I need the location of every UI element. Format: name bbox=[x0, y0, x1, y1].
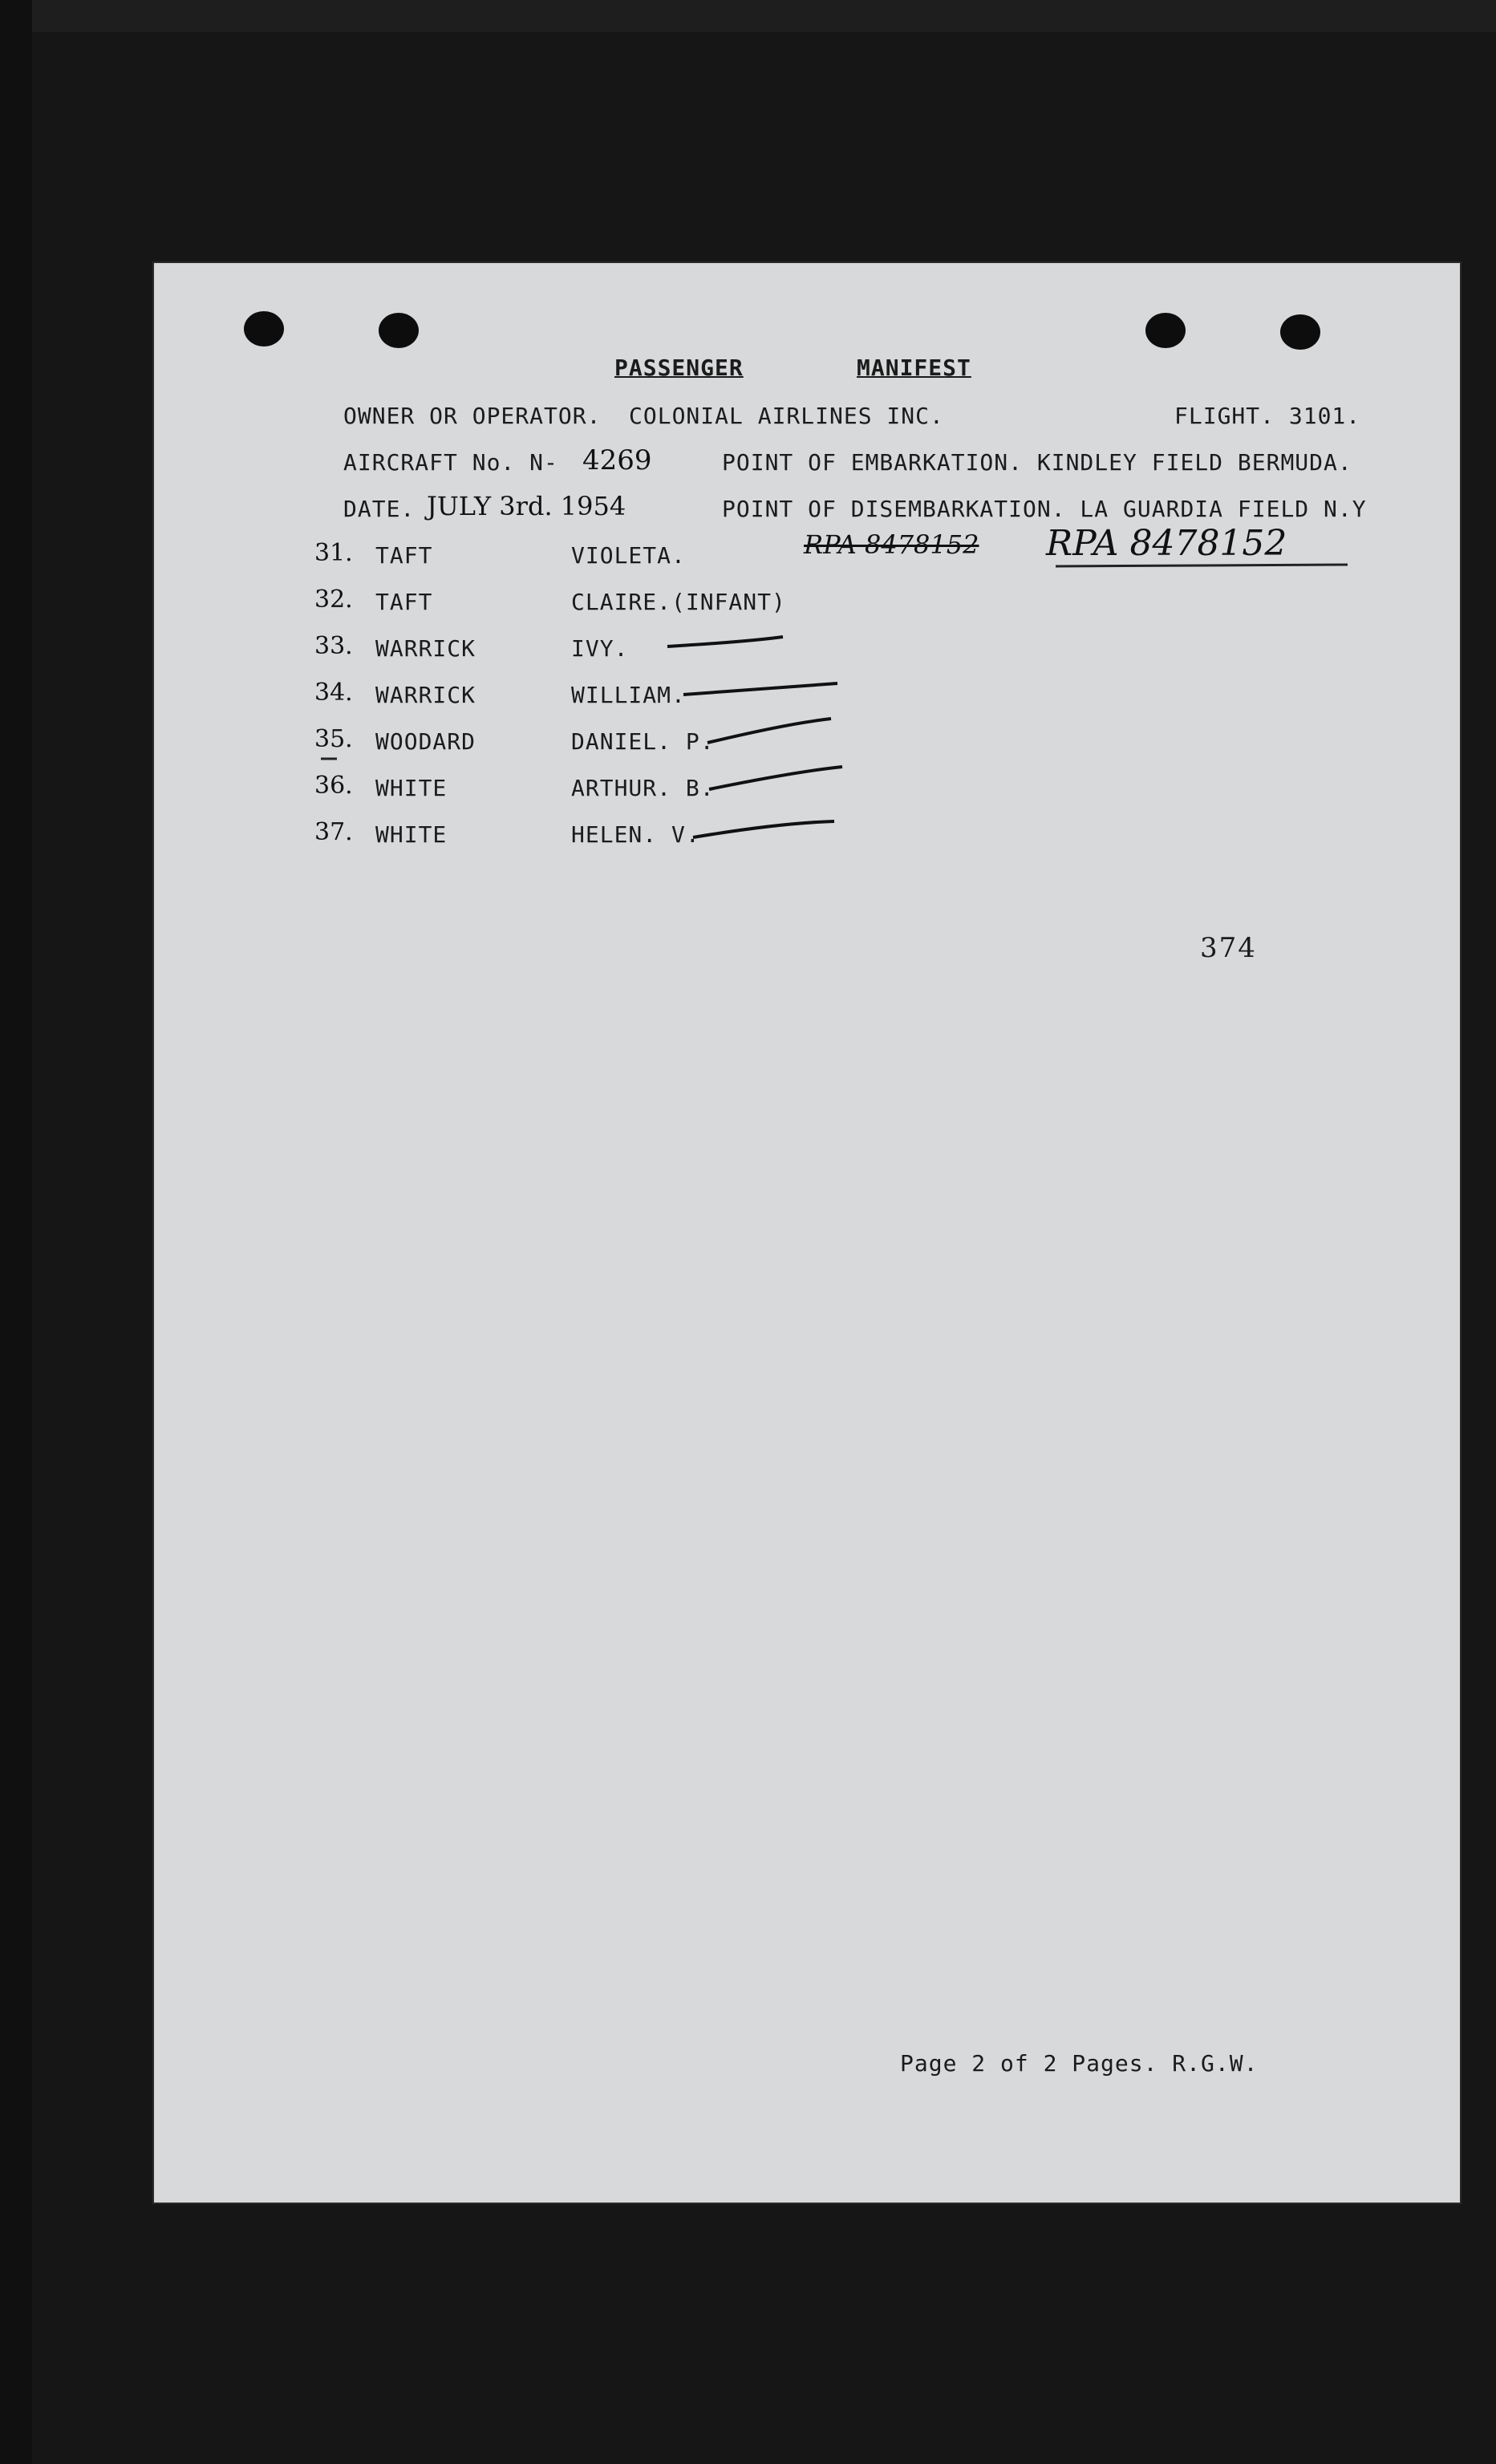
manifest-page bbox=[154, 263, 1460, 2203]
owner-label: OWNER OR OPERATOR. bbox=[343, 403, 602, 429]
point-of-embarkation: POINT OF EMBARKATION. KINDLEY FIELD BERMUDA. bbox=[722, 449, 1352, 476]
passenger-given-name: VIOLETA. bbox=[571, 542, 686, 569]
aircraft-number: 4269 bbox=[582, 444, 652, 476]
row-number: 32. bbox=[314, 586, 353, 614]
corrected-rpa-number: RPA 8478152 bbox=[1046, 523, 1287, 564]
passenger-given-name: ARTHUR. B. bbox=[571, 775, 715, 801]
passenger-given-name: WILLIAM. bbox=[571, 682, 686, 708]
page-footer: Page 2 of 2 Pages. R.G.W. bbox=[900, 2050, 1259, 2077]
owner-value: COLONIAL AIRLINES INC. bbox=[629, 403, 944, 429]
row-number: 35. bbox=[314, 725, 353, 753]
date-label: DATE. bbox=[343, 496, 416, 522]
date-value: JULY 3rd. 1954 bbox=[427, 491, 626, 521]
title-manifest: MANIFEST bbox=[857, 355, 971, 381]
flight-number: FLIGHT. 3101. bbox=[1174, 403, 1361, 429]
passenger-surname: WARRICK bbox=[375, 682, 476, 708]
passenger-surname: TAFT bbox=[375, 589, 433, 615]
row-number: 34. bbox=[314, 679, 353, 707]
passenger-surname: WARRICK bbox=[375, 635, 476, 662]
row-number: 36. bbox=[314, 772, 353, 800]
passenger-surname: TAFT bbox=[375, 542, 433, 569]
row-number: 31. bbox=[314, 539, 353, 567]
scanner-border-left bbox=[0, 0, 32, 2464]
passenger-given-name: CLAIRE.(INFANT) bbox=[571, 589, 786, 615]
passenger-surname: WHITE bbox=[375, 821, 448, 848]
passenger-given-name: HELEN. V. bbox=[571, 821, 700, 848]
scanner-border-top bbox=[0, 0, 1496, 32]
row-number: 37. bbox=[314, 818, 353, 846]
pen-tick-marks bbox=[154, 263, 1460, 905]
stamp-number: 374 bbox=[1200, 932, 1257, 964]
point-of-disembarkation: POINT OF DISEMBARKATION. LA GUARDIA FIELD N.Y bbox=[722, 496, 1367, 522]
passenger-given-name: IVY. bbox=[571, 635, 629, 662]
passenger-surname: WHITE bbox=[375, 775, 448, 801]
title-passenger: PASSENGER bbox=[614, 355, 744, 381]
passenger-given-name: DANIEL. P. bbox=[571, 728, 715, 755]
struck-through-number: RPA 8478152 bbox=[804, 529, 979, 560]
aircraft-label: AIRCRAFT No. N- bbox=[343, 449, 558, 476]
row-number: 33. bbox=[314, 632, 353, 660]
passenger-surname: WOODARD bbox=[375, 728, 476, 755]
